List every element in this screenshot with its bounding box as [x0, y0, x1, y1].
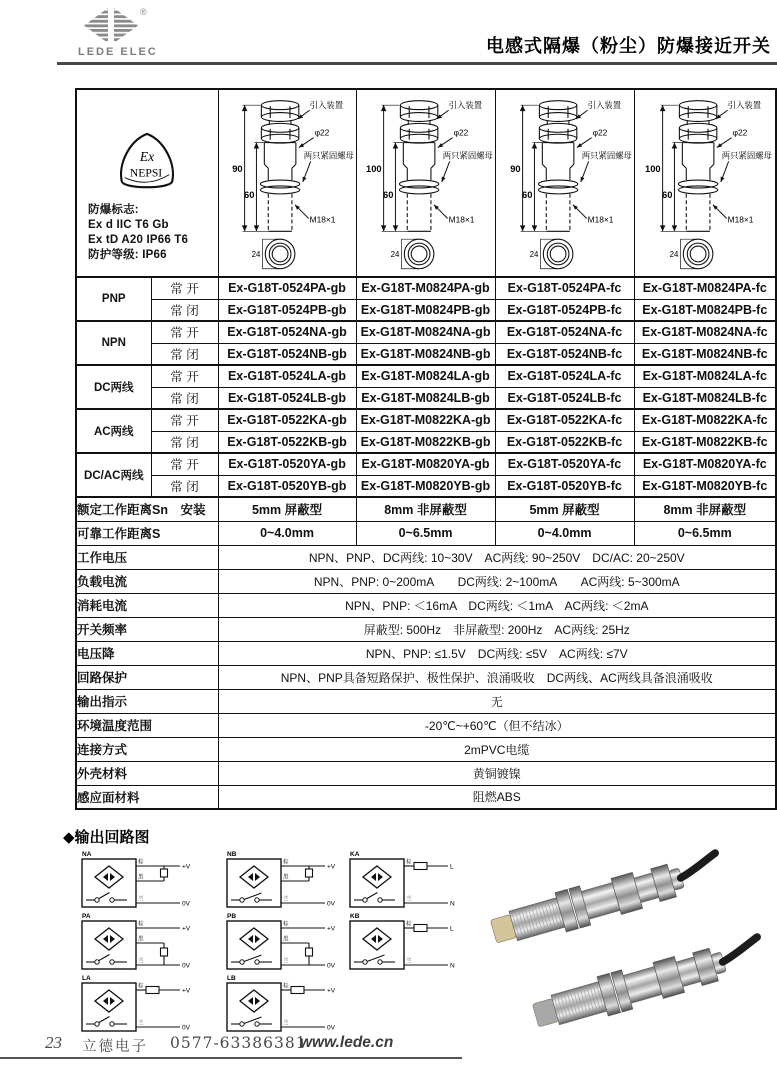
ex-marking-text: 防爆标志: Ex d IIC T6 Gb Ex tD A20 IP66 T6 防护等级: IP66: [88, 204, 189, 261]
model-number: Ex-G18T-M0824LB-fc: [634, 387, 776, 409]
model-number: Ex-G18T-M0824LA-gb: [356, 365, 495, 387]
contact-open-label: 常 开: [151, 277, 218, 299]
svg-text:24: 24: [669, 249, 679, 259]
svg-text:60: 60: [521, 189, 532, 200]
circuit-diagram-PA: [75, 910, 201, 977]
spec-label: 外壳材料: [76, 761, 218, 785]
svg-text:M18×1: M18×1: [448, 213, 474, 224]
svg-text:KA: KA: [350, 851, 360, 858]
svg-text:100: 100: [365, 163, 382, 174]
circuit-diagram-KA: [343, 848, 469, 915]
nepsi-ex-logo: [109, 131, 185, 195]
model-number: Ex-G18T-M0824NA-gb: [356, 321, 495, 343]
model-number: Ex-G18T-0524LB-fc: [495, 387, 634, 409]
svg-text:LA: LA: [82, 975, 91, 982]
svg-text:引入装置: 引入装置: [727, 99, 761, 110]
certification-cell: [76, 89, 218, 277]
wiring-type-label: DC/AC两线: [76, 453, 151, 497]
spec-value: 0~6.5mm: [356, 521, 495, 545]
model-number: Ex-G18T-0524PB-gb: [218, 299, 356, 321]
circuit-diagram-LA: [75, 972, 201, 1039]
model-number: Ex-G18T-0522KA-fc: [495, 409, 634, 431]
model-number: Ex-G18T-M0820YB-fc: [634, 475, 776, 497]
svg-text:+V: +V: [182, 863, 191, 871]
spec-label: 输出指示: [76, 689, 218, 713]
circuit-diagram-LB: [220, 972, 346, 1039]
svg-text:φ22: φ22: [732, 127, 748, 138]
sensor-drawing-cell-3: [495, 89, 634, 277]
spec-value: 无: [218, 689, 776, 713]
wiring-type-label: AC两线: [76, 409, 151, 453]
svg-text:N: N: [450, 900, 455, 908]
svg-text:棕: 棕: [406, 859, 412, 866]
model-spec-table: [75, 88, 777, 810]
svg-text:60: 60: [661, 189, 673, 200]
output-circuits-heading: ◆输出回路图: [63, 829, 150, 846]
svg-text:棕: 棕: [138, 859, 144, 866]
svg-text:两只紧固螺母: 两只紧固螺母: [581, 149, 632, 160]
wiring-type-label: NPN: [76, 321, 151, 365]
sensor-technical-drawing: [497, 93, 633, 275]
spec-label: 连接方式: [76, 737, 218, 761]
svg-text:+V: +V: [182, 987, 191, 995]
model-number: Ex-G18T-M0824NA-fc: [634, 321, 776, 343]
svg-text:NB: NB: [227, 851, 237, 858]
svg-text:0V: 0V: [327, 1024, 335, 1032]
circuit-diagram-PB: [220, 910, 346, 977]
model-number: Ex-G18T-0524PA-fc: [495, 277, 634, 299]
spec-value: NPN、PNP: ≤1.5V DC两线: ≤5V AC两线: ≤7V: [218, 641, 776, 665]
model-number: Ex-G18T-M0820YA-fc: [634, 453, 776, 475]
footer-company: 立德电子: [82, 1039, 148, 1055]
svg-text:棕: 棕: [138, 921, 144, 928]
brand-text: LEDE ELEC: [78, 46, 158, 58]
model-number: Ex-G18T-0524LB-gb: [218, 387, 356, 409]
svg-text:棕: 棕: [406, 921, 412, 928]
spec-value: 屏蔽型: 500Hz 非屏蔽型: 200Hz AC两线: 25Hz: [218, 617, 776, 641]
svg-text:L: L: [450, 925, 454, 933]
model-number: Ex-G18T-0522KB-fc: [495, 431, 634, 453]
svg-text:棕: 棕: [283, 859, 289, 866]
svg-text:引入装置: 引入装置: [448, 99, 482, 110]
spec-value: 黄铜镀镍: [218, 761, 776, 785]
contact-closed-label: 常 闭: [151, 387, 218, 409]
spec-label: 感应面材料: [76, 785, 218, 809]
contact-closed-label: 常 闭: [151, 431, 218, 453]
contact-open-label: 常 开: [151, 409, 218, 431]
certification-block: [77, 103, 218, 263]
model-number: Ex-G18T-0524NA-fc: [495, 321, 634, 343]
svg-text:+V: +V: [327, 863, 336, 871]
sensor-technical-drawing: [637, 93, 773, 275]
model-number: Ex-G18T-0524PA-gb: [218, 277, 356, 299]
contact-open-label: 常 开: [151, 453, 218, 475]
model-number: Ex-G18T-0524LA-fc: [495, 365, 634, 387]
svg-text:引入装置: 引入装置: [587, 99, 621, 110]
svg-text:黑: 黑: [138, 936, 144, 943]
sensor-technical-drawing: [219, 93, 355, 275]
drawing-row: [76, 89, 776, 277]
svg-text:L: L: [450, 863, 454, 871]
model-number: Ex-G18T-M0820YB-gb: [356, 475, 495, 497]
model-number: Ex-G18T-M0824PB-gb: [356, 299, 495, 321]
svg-text:PA: PA: [82, 913, 91, 920]
model-number: Ex-G18T-0524PB-fc: [495, 299, 634, 321]
spec-value: 阻燃ABS: [218, 785, 776, 809]
footer-phone: 0577-63386381: [170, 1034, 307, 1052]
spec-value: 5mm 屏蔽型: [218, 497, 356, 521]
footer-rule: [0, 1057, 462, 1059]
wiring-type-label: PNP: [76, 277, 151, 321]
svg-text:24: 24: [390, 249, 399, 259]
model-number: Ex-G18T-0520YB-gb: [218, 475, 356, 497]
svg-text:兰: 兰: [283, 958, 289, 965]
svg-text:0V: 0V: [182, 900, 190, 908]
contact-closed-label: 常 闭: [151, 343, 218, 365]
spec-value: 8mm 非屏蔽型: [634, 497, 776, 521]
svg-text:NEPSI: NEPSI: [130, 166, 163, 180]
svg-text:90: 90: [509, 163, 521, 174]
spec-label: 可靠工作距离S: [76, 521, 218, 545]
page-title: 电感式隔爆（粉尘）防爆接近开关: [486, 36, 771, 56]
model-number: Ex-G18T-0522KB-gb: [218, 431, 356, 453]
header-rule: [57, 62, 777, 65]
footer-website: www.lede.cn: [300, 1034, 394, 1051]
sensor-technical-drawing: [358, 93, 494, 275]
svg-text:两只紧固螺母: 两只紧固螺母: [721, 149, 772, 160]
spec-value: NPN、PNP: 0~200mA DC两线: 2~100mA AC两线: 5~300mA: [218, 569, 776, 593]
svg-text:兰: 兰: [283, 896, 289, 903]
page-number: 23: [45, 1033, 62, 1052]
spec-value: NPN、PNP具备短路保护、极性保护、浪涌吸收 DC两线、AC两线具备浪涌吸收: [218, 665, 776, 689]
svg-text:兰: 兰: [138, 1020, 144, 1027]
spec-label: 开关频率: [76, 617, 218, 641]
circuit-diagram-KB: [343, 910, 469, 977]
model-number: Ex-G18T-0524NB-fc: [495, 343, 634, 365]
svg-text:+V: +V: [327, 987, 336, 995]
model-number: Ex-G18T-M0824NB-gb: [356, 343, 495, 365]
spec-value: NPN、PNP: ＜16mA DC两线: ＜1mA AC两线: ＜2mA: [218, 593, 776, 617]
spec-value: 0~6.5mm: [634, 521, 776, 545]
svg-text:N: N: [450, 962, 455, 970]
spec-value: 5mm 屏蔽型: [495, 497, 634, 521]
model-number: Ex-G18T-0524NA-gb: [218, 321, 356, 343]
output-circuit-diagrams: [75, 848, 475, 1038]
model-number: Ex-G18T-0520YA-fc: [495, 453, 634, 475]
spec-value: 0~4.0mm: [495, 521, 634, 545]
spec-label: 电压降: [76, 641, 218, 665]
spec-label: 环境温度范围: [76, 713, 218, 737]
svg-text:KB: KB: [350, 913, 360, 920]
svg-text:φ22: φ22: [314, 127, 330, 138]
product-photos: [486, 838, 777, 1036]
model-number: Ex-G18T-M0822KA-gb: [356, 409, 495, 431]
svg-text:兰: 兰: [138, 896, 144, 903]
spec-label: 回路保护: [76, 665, 218, 689]
contact-open-label: 常 开: [151, 321, 218, 343]
model-number: Ex-G18T-0522KA-gb: [218, 409, 356, 431]
model-number: Ex-G18T-M0824LA-fc: [634, 365, 776, 387]
model-number: Ex-G18T-0524NB-gb: [218, 343, 356, 365]
svg-text:兰: 兰: [406, 958, 412, 965]
svg-text:棕: 棕: [283, 921, 289, 928]
svg-text:+V: +V: [182, 925, 191, 933]
contact-closed-label: 常 闭: [151, 475, 218, 497]
svg-text:0V: 0V: [327, 962, 335, 970]
model-number: Ex-G18T-M0820YA-gb: [356, 453, 495, 475]
lede-logo-icon: [82, 6, 152, 48]
model-number: Ex-G18T-M0824PB-fc: [634, 299, 776, 321]
model-number: Ex-G18T-M0824PA-gb: [356, 277, 495, 299]
svg-text:黑: 黑: [283, 936, 289, 943]
svg-text:100: 100: [644, 163, 661, 174]
svg-text:LB: LB: [227, 975, 236, 982]
svg-text:60: 60: [244, 189, 255, 200]
svg-text:M18×1: M18×1: [727, 213, 754, 224]
model-number: Ex-G18T-M0822KA-fc: [634, 409, 776, 431]
svg-text:0V: 0V: [182, 1024, 190, 1032]
svg-text:棕: 棕: [283, 983, 289, 990]
svg-text:M18×1: M18×1: [587, 213, 613, 224]
svg-text:24: 24: [529, 249, 538, 259]
sensor-drawing-cell-2: [356, 89, 495, 277]
model-number: Ex-G18T-M0824LB-gb: [356, 387, 495, 409]
model-number: Ex-G18T-M0824NB-fc: [634, 343, 776, 365]
sensor-photo-top: [488, 847, 725, 951]
svg-text:黑: 黑: [283, 874, 289, 881]
circuit-diagram-NA: [75, 848, 201, 915]
svg-text:NA: NA: [82, 851, 92, 858]
spec-label: 消耗电流: [76, 593, 218, 617]
svg-text:引入装置: 引入装置: [309, 99, 344, 110]
circuit-diagram-NB: [220, 848, 346, 915]
svg-text:M18×1: M18×1: [309, 213, 336, 224]
contact-closed-label: 常 闭: [151, 299, 218, 321]
wiring-type-label: DC两线: [76, 365, 151, 409]
sensor-photo-bottom: [530, 931, 767, 1035]
model-number: Ex-G18T-M0822KB-fc: [634, 431, 776, 453]
model-number: Ex-G18T-M0822KB-gb: [356, 431, 495, 453]
svg-text:φ22: φ22: [592, 127, 607, 138]
model-number: Ex-G18T-0520YB-fc: [495, 475, 634, 497]
model-number: Ex-G18T-0524LA-gb: [218, 365, 356, 387]
svg-text:60: 60: [382, 189, 393, 200]
spec-value: 2mPVC电缆: [218, 737, 776, 761]
model-number: Ex-G18T-M0824PA-fc: [634, 277, 776, 299]
spec-value: 0~4.0mm: [218, 521, 356, 545]
sensor-drawing-cell-1: [218, 89, 356, 277]
spec-value: 8mm 非屏蔽型: [356, 497, 495, 521]
svg-text:+V: +V: [327, 925, 336, 933]
svg-text:两只紧固螺母: 两只紧固螺母: [442, 149, 493, 160]
svg-text:24: 24: [251, 249, 261, 259]
page-footer: [0, 1033, 777, 1057]
svg-text:兰: 兰: [138, 958, 144, 965]
svg-text:兰: 兰: [283, 1020, 289, 1027]
spec-value: NPN、PNP、DC两线: 10~30V AC两线: 90~250V DC/AC: 20~250V: [218, 545, 776, 569]
svg-text:兰: 兰: [406, 896, 412, 903]
spec-label: 负载电流: [76, 569, 218, 593]
spec-label: 额定工作距离Sn 安装: [76, 497, 218, 521]
spec-value: -20℃~+60℃（但不结冰）: [218, 713, 776, 737]
svg-text:Ex: Ex: [140, 149, 155, 165]
svg-text:棕: 棕: [138, 983, 144, 990]
registered-mark: ®: [140, 7, 147, 17]
svg-text:两只紧固螺母: 两只紧固螺母: [303, 149, 354, 160]
contact-open-label: 常 开: [151, 365, 218, 387]
svg-text:90: 90: [232, 163, 243, 174]
svg-text:0V: 0V: [182, 962, 190, 970]
svg-text:φ22: φ22: [453, 127, 468, 138]
svg-text:0V: 0V: [327, 900, 335, 908]
spec-label: 工作电压: [76, 545, 218, 569]
svg-text:PB: PB: [227, 913, 237, 920]
model-number: Ex-G18T-0520YA-gb: [218, 453, 356, 475]
sensor-drawing-cell-4: [634, 89, 776, 277]
svg-text:黑: 黑: [138, 874, 144, 881]
